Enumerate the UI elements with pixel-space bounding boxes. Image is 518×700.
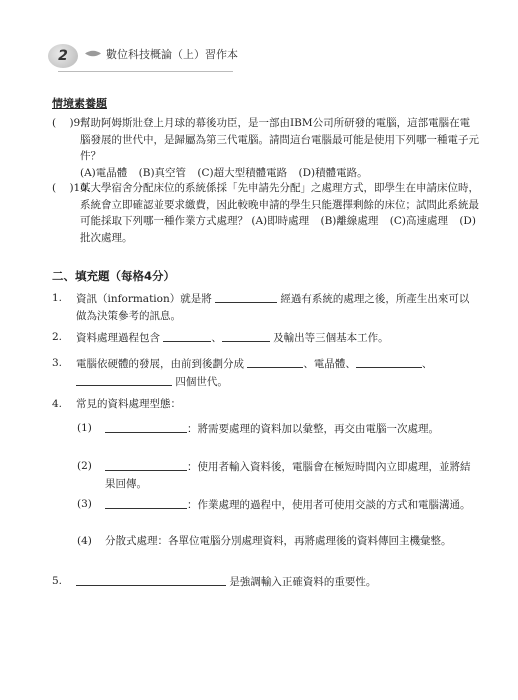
page-header [48, 40, 238, 72]
question-number: ( )9. [52, 117, 84, 129]
fill-item-2: 2. 資料處理過程包含 、 及輸出等三個基本工作。 [52, 331, 389, 344]
fill-item-1: 1. 資訊（information）就是將 經過有系統的處理之後，所產生出來可以做為決策參考的訊息。 [52, 292, 470, 322]
page-number-badge: 2 [48, 44, 78, 68]
option-d: (D)批次處理。 [80, 215, 476, 244]
option-a: (A)電晶體 [80, 166, 128, 179]
fill-item-5: 5. 是強調輸入正確資料的重要性。 [52, 575, 377, 588]
item-number: 1. [52, 292, 63, 304]
fill-subitem-2: (2) ：使用者輸入資料後，電腦會在極短時間內立即處理，並將結果回傳。 [77, 460, 471, 490]
leaf-icon [84, 50, 102, 57]
question-9 [52, 115, 480, 181]
fill-subitem-1: (1) ：將需要處理的資料加以彙整，再交由電腦一次處理。 [77, 422, 439, 435]
fill-item-3: 3. 電腦依硬體的發展，由前到後劃分成 、電晶體、 、 四個世代。 [52, 357, 433, 388]
option-b: (B)離線處理 [320, 215, 379, 227]
question-text: 幫助阿姆斯壯登上月球的幕後功臣，是一部由IBM公司所研發的電腦，這部電腦在電腦發展的世代中，是歸屬為第三代電腦。請問這台電腦最可能是使用下列哪一種電子元件？ [80, 117, 479, 162]
section-title-literacy: 情境素養題 [52, 97, 107, 110]
answer-blank[interactable] [105, 420, 187, 433]
answer-blank[interactable] [105, 496, 187, 509]
header-rule [58, 71, 233, 72]
answer-blank[interactable] [76, 573, 226, 586]
fill-item-4: 4. 常見的資料處理型態： [52, 396, 476, 413]
question-10 [52, 180, 480, 246]
section-title-fill-in: 二、填充題（每格4分） [52, 269, 176, 283]
item-number: 4. [52, 398, 63, 410]
item-number: 5. [52, 575, 63, 587]
option-b: (B)真空管 [138, 166, 187, 179]
question-text: 某大學宿舍分配床位的系統係採「先申請先分配」之處理方式，即學生在申請床位時，系統會立即確認並要求繳費，因此較晚申請的學生只能選擇剩餘的床位；試問此系統最可能採取下列哪一種作業方式處理？ (A)即時處理 (B)離線處理 (C)高速處理 (D)批次處理。 [80, 182, 479, 244]
book-title: 數位科技概論（上）習作本 [106, 48, 238, 61]
answer-blank[interactable] [76, 373, 172, 386]
answer-blank[interactable] [105, 458, 187, 471]
option-c: (C)高速處理 [389, 215, 448, 227]
fill-subitem-3: (3) ：作業處理的過程中，使用者可使用交談的方式和電腦溝通。 [77, 498, 471, 511]
answer-blank[interactable] [215, 290, 277, 303]
question-number: ( )10. [52, 182, 91, 194]
option-c: (C)超大型積體電路 [197, 166, 288, 179]
item-number: 3. [52, 357, 63, 369]
question-options [80, 165, 480, 182]
fill-subitem-4: (4) 分散式處理：各單位電腦分別處理資料，再將處理後的資料傳回主機彙整。 [77, 535, 452, 547]
item-number: 2. [52, 331, 63, 343]
option-d: (D)積體電路。 [298, 166, 368, 179]
answer-blank[interactable] [222, 329, 270, 342]
option-a: (A)即時處理 [251, 215, 310, 227]
answer-blank[interactable] [356, 355, 422, 368]
answer-blank[interactable] [163, 329, 211, 342]
answer-blank[interactable] [247, 355, 303, 368]
